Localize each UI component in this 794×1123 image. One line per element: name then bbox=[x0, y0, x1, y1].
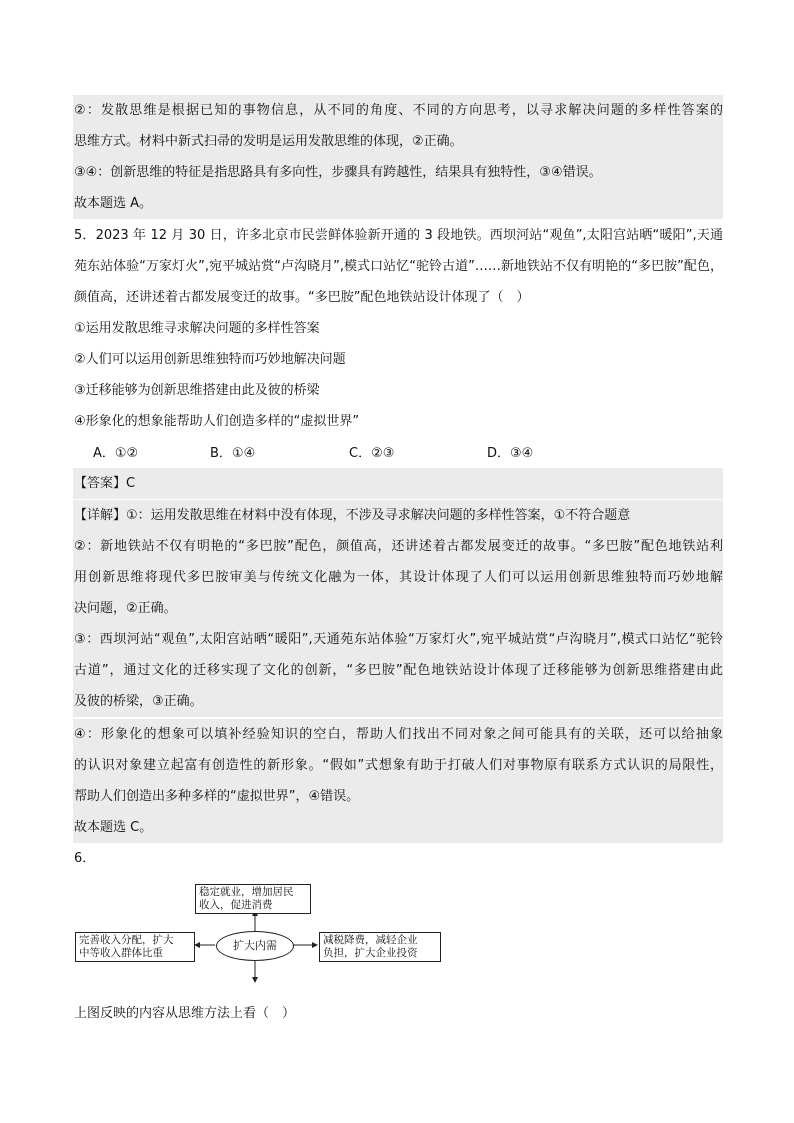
text-line: 及彼的桥梁，③正确。 bbox=[73, 686, 723, 717]
right-box: 减税降费，减轻企业 负担，扩大企业投资 bbox=[319, 932, 441, 962]
text-line: 帮助人们创造出多种多样的“虚拟世界”，④错误。 bbox=[73, 781, 723, 812]
demand-diagram bbox=[75, 878, 455, 988]
text-line: ③：西坝河站“观鱼”,太阳宫站晒“暖阳”,天通苑东站体验“万家灯火”,宛平城站赏“卢沟晓月”,模式口站忆“驼铃 bbox=[73, 624, 723, 655]
text-line: ①运用发散思维寻求解决问题的多样性答案 bbox=[74, 321, 320, 336]
option-d: D．③④ bbox=[487, 446, 534, 461]
text-line: 决问题，②正确。 bbox=[73, 593, 723, 624]
question-6-stem: 上图反映的内容从思维方法上看（ ） bbox=[74, 1006, 296, 1021]
text-line: 【详解】①：运用发散思维在材料中没有体现，不涉及寻求解决问题的多样性答案，①不符合题意 bbox=[73, 500, 723, 531]
text-line: ②：发散思维是根据已知的事物信息，从不同的角度、不同的方向思考，以寻求解决问题的多样性答案的 bbox=[73, 95, 723, 126]
text-line: ④：形象化的想象可以填补经验知识的空白，帮助人们找出不同对象之间可能具有的关联，还可以给抽象 bbox=[73, 719, 723, 750]
answer-options bbox=[73, 438, 723, 469]
text-line: 5．2023 年 12 月 30 日，许多北京市民尝鲜体验新开通的 3 段地铁。西坝河站“观鱼”,太阳宫站晒“暖阳”,天通 bbox=[74, 228, 723, 243]
option-c: C．②③ bbox=[349, 446, 395, 461]
text-line: ③④：创新思维的特征是指思路具有多向性，步骤具有跨越性，结果具有独特性，③④错误。 bbox=[73, 157, 723, 188]
text-line: 故本题选 A。 bbox=[73, 188, 723, 219]
left-box: 完善收入分配，扩大 中等收入群体比重 bbox=[75, 932, 195, 962]
top-box: 稳定就业，增加居民 收入，促进消费 bbox=[195, 884, 311, 914]
option-a: A．①② bbox=[93, 446, 139, 461]
text-line: ②人们可以运用创新思维独特而巧妙地解决问题 bbox=[74, 352, 346, 367]
text-line: 苑东站体验“万家灯火”,宛平城站赏“卢沟晓月”,模式口站忆“驼铃古道”……新地铁站不仅有明艳的“多巴胺”配色， bbox=[74, 259, 723, 274]
text-line: ③迁移能够为创新思维搭建由此及彼的桥梁 bbox=[74, 383, 320, 398]
text-line: ④形象化的想象能帮助人们创造多样的“虚拟世界” bbox=[74, 414, 360, 429]
text-line: 思维方式。材料中新式扫帚的发明是运用发散思维的体现，②正确。 bbox=[73, 126, 723, 157]
text-line: 故本题选 C。 bbox=[73, 812, 723, 843]
text-line: 【答案】C bbox=[73, 468, 723, 499]
text-line: 古道”，通过文化的迁移实现了文化的创新，“多巴胺”配色地铁站设计体现了迁移能够为创新思维搭建由此 bbox=[73, 655, 723, 686]
text-line: 颜值高，还讲述着古都发展变迁的故事。“多巴胺”配色地铁站设计体现了（ ） bbox=[74, 290, 530, 305]
option-b: B．①④ bbox=[210, 446, 256, 461]
text-line: ②：新地铁站不仅有明艳的“多巴胺”配色，颜值高，还讲述着古都发展变迁的故事。“多巴胺”配色地铁站利 bbox=[73, 531, 723, 562]
text-line: 用创新思维将现代多巴胺审美与传统文化融为一体，其设计体现了人们可以运用创新思维独特而巧妙地解 bbox=[73, 562, 723, 593]
text-line: 的认识对象建立起富有创造性的新形象。“假如”式想象有助于打破人们对事物原有联系方式认识的局限性， bbox=[73, 750, 723, 781]
center-ellipse: 扩大内需 bbox=[216, 931, 294, 961]
text-line: 6． bbox=[74, 851, 96, 866]
